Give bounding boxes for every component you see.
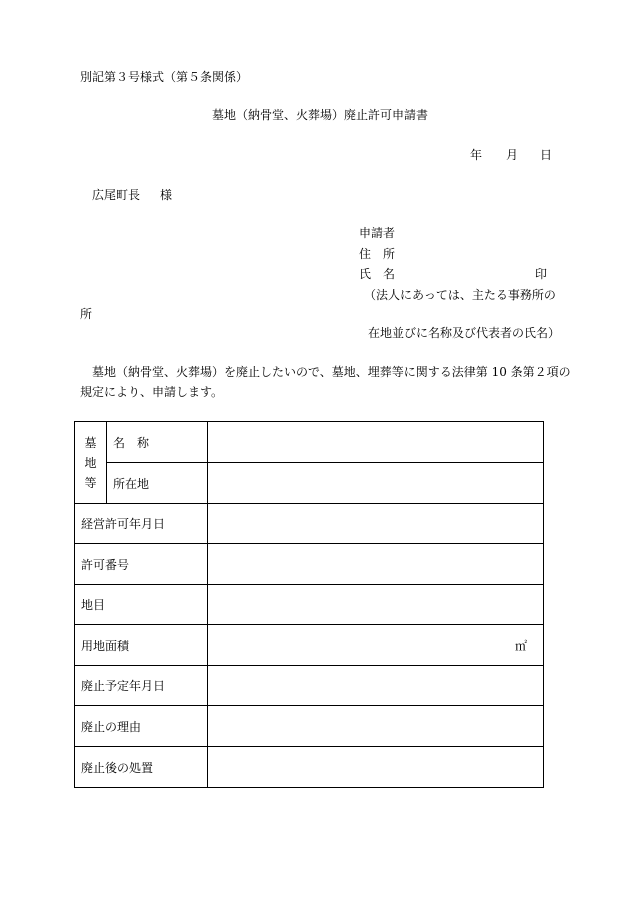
post-abolition-disposal-cell[interactable] <box>208 747 544 788</box>
land-area-cell[interactable] <box>208 625 544 666</box>
group-char: 等 <box>84 475 97 490</box>
seal-mark: 印 <box>535 267 548 281</box>
permit-number-cell[interactable] <box>208 544 544 585</box>
abolition-reason-cell[interactable] <box>208 706 544 747</box>
post-abolition-disposal-label: 廃止後の処置 <box>75 747 208 788</box>
square-meter-unit: ㎡ <box>514 639 527 653</box>
table-row <box>75 625 544 666</box>
application-table <box>74 421 544 788</box>
date-day-label: 日 <box>540 148 553 162</box>
table-row <box>75 585 544 625</box>
table-row <box>75 422 544 463</box>
applicant-name-label: 氏 名 <box>359 267 396 281</box>
applicant-note-line2: 在地並びに名称及び代表者の氏名） <box>368 326 561 340</box>
document-title: 墓地（納骨堂、火葬場）廃止許可申請書 <box>212 108 429 122</box>
land-category-cell[interactable] <box>208 585 544 625</box>
table-row <box>75 747 544 788</box>
location-label: 所在地 <box>107 463 208 504</box>
name-value-cell[interactable] <box>208 422 544 463</box>
applicant-address-label: 住 所 <box>359 247 396 261</box>
planned-abolition-date-cell[interactable] <box>208 666 544 706</box>
date-year-label: 年 <box>470 148 483 162</box>
addressee: 広尾町長 <box>92 188 141 202</box>
location-value-cell[interactable] <box>208 463 544 504</box>
land-category-label: 地目 <box>75 585 208 625</box>
table-row <box>75 544 544 585</box>
permit-number-label: 許可番号 <box>75 544 208 585</box>
management-permit-date-label: 経営許可年月日 <box>75 504 208 544</box>
abolition-reason-label: 廃止の理由 <box>75 706 208 747</box>
group-char: 地 <box>84 455 97 470</box>
management-permit-date-cell[interactable] <box>208 504 544 544</box>
table-row <box>75 463 544 504</box>
name-label: 名 称 <box>107 422 208 463</box>
cemetery-group-label <box>75 422 107 504</box>
date-month-label: 月 <box>506 148 519 162</box>
planned-abolition-date-label: 廃止予定年月日 <box>75 666 208 706</box>
applicant-heading: 申請者 <box>359 226 396 240</box>
land-area-label: 用地面積 <box>75 625 208 666</box>
table-row <box>75 666 544 706</box>
applicant-note-wrap: 所 <box>80 307 93 321</box>
applicant-note-line1: （法人にあっては、主たる事務所の <box>364 288 556 302</box>
table-row <box>75 706 544 747</box>
body-text-line1: 墓地（納骨堂、火葬場）を廃止したいので、墓地、埋葬等に関する法律第 10 条第２項の <box>92 365 571 379</box>
table-row <box>75 504 544 544</box>
body-text-line2: 規定により、申請します。 <box>80 385 224 399</box>
form-number: 別記第３号様式（第５条関係） <box>80 70 249 84</box>
addressee-honorific: 様 <box>160 188 173 202</box>
group-char: 墓 <box>84 435 97 450</box>
